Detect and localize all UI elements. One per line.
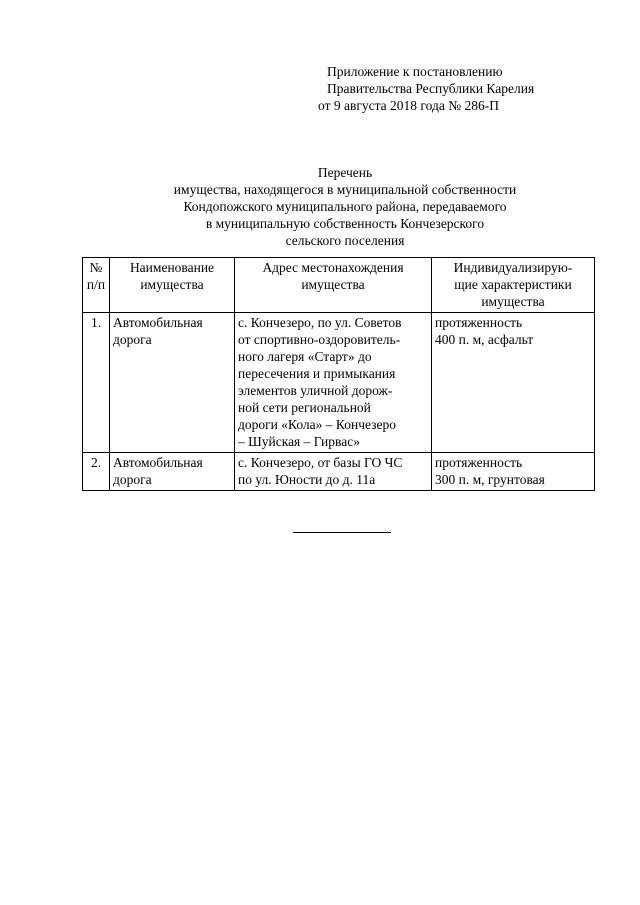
header-number-line: № — [89, 260, 103, 275]
row-address-line: ного лагеря «Старт» до — [238, 349, 372, 364]
row-address-line: ной сети региональной — [238, 400, 371, 415]
row-address-line: с. Кончезеро, от базы ГО ЧС — [238, 455, 403, 470]
row-name-line: дорога — [113, 332, 152, 347]
row-name — [110, 453, 235, 491]
header-address — [235, 258, 432, 313]
header-characteristics-line: имущества — [481, 294, 545, 309]
title-heading: Перечень — [317, 165, 373, 180]
row-name-line: Автомобильная — [113, 455, 203, 470]
row-characteristics — [432, 453, 595, 491]
row-address-line: от спортивно-оздоровитель- — [238, 332, 401, 347]
row-name-line: Автомобильная — [113, 315, 203, 330]
header-characteristics-line: щие характеристики — [454, 277, 572, 292]
appendix-line-1: Приложение к постановлению — [327, 64, 503, 79]
header-characteristics-line: Индивидуализирую- — [453, 260, 573, 275]
appendix-line-2: Правительства Республики Карелия — [327, 81, 535, 96]
header-name-line: Наименование — [129, 260, 215, 275]
row-characteristics-line: протяженность — [435, 315, 523, 330]
header-address-line: имущества — [301, 277, 365, 292]
header-name — [110, 258, 235, 313]
title-line-4: сельского поселения — [285, 233, 405, 248]
header-characteristics — [432, 258, 595, 313]
row-characteristics-line: протяженность — [435, 455, 523, 470]
row-address-line: элементов уличной дорож- — [238, 383, 393, 398]
table-row — [83, 313, 595, 453]
title-line-3: в муниципальную собственность Кончезерского — [205, 216, 485, 231]
title-line-1: имущества, находящегося в муниципальной собственности — [173, 182, 517, 197]
header-address-line: Адрес местонахождения — [262, 260, 404, 275]
row-address — [235, 313, 432, 453]
row-name — [110, 313, 235, 453]
title-line-2: Кондопожского муниципального района, передаваемого — [183, 199, 507, 214]
row-address-line: – Шуйская – Гирвас» — [238, 434, 360, 449]
header-number — [83, 258, 110, 313]
table-header-row — [83, 258, 595, 313]
row-number: 1. — [83, 313, 110, 453]
property-table — [82, 257, 595, 491]
document-title — [80, 164, 610, 249]
table-row — [83, 453, 595, 491]
row-characteristics-line: 400 п. м, асфальт — [435, 332, 534, 347]
row-address-line: по ул. Юности до д. 11а — [238, 472, 376, 487]
row-address-line: дороги «Кола» – Кончезеро — [238, 417, 396, 432]
row-address-line: с. Кончезеро, по ул. Советов — [238, 315, 402, 330]
appendix-header — [318, 63, 627, 114]
row-characteristics-line: 300 п. м, грунтовая — [435, 472, 545, 487]
row-name-line: дорога — [113, 472, 152, 487]
row-address-line: пересечения и примыкания — [238, 366, 396, 381]
header-number-line: п/п — [86, 277, 106, 292]
appendix-line-3: от 9 августа 2018 года № 286-П — [318, 98, 499, 113]
row-address — [235, 453, 432, 491]
header-name-line: имущества — [140, 277, 204, 292]
row-characteristics — [432, 313, 595, 453]
end-divider — [293, 532, 391, 533]
row-number: 2. — [83, 453, 110, 491]
